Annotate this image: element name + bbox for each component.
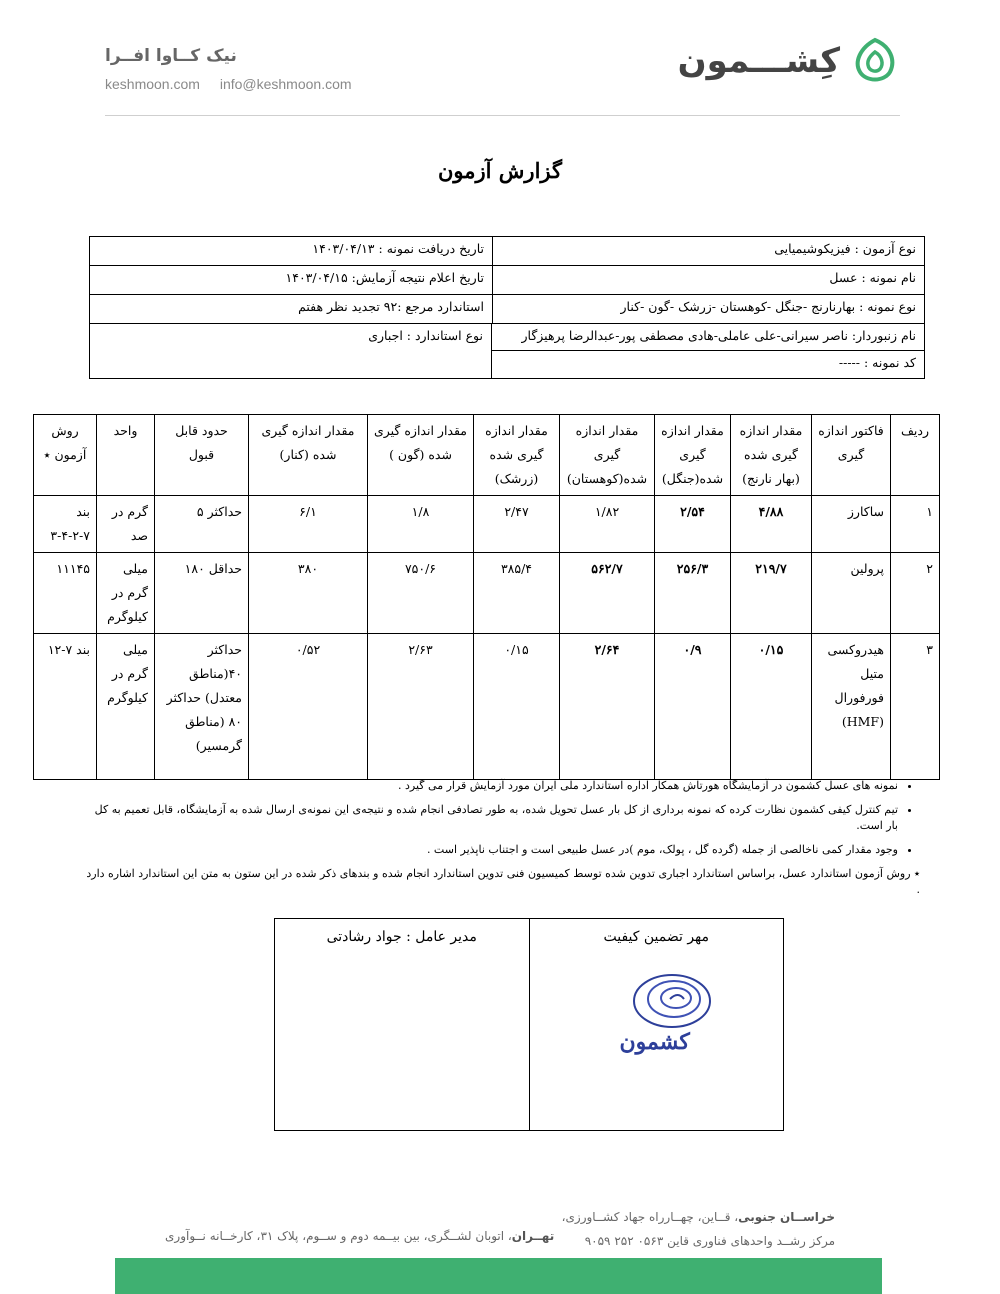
test-type: نوع آزمون : فیزیکوشیمیایی xyxy=(492,237,924,265)
value-cell: ۴/۸۸ xyxy=(731,496,812,553)
value-cell: ۰/۵۲ xyxy=(249,634,368,780)
acceptable-limit: حداکثر ۵ xyxy=(155,496,249,553)
footer-bar xyxy=(115,1258,882,1294)
value-cell: ۲/۶۴ xyxy=(560,634,655,780)
sample-code: کد نمونه : ----- xyxy=(838,355,916,370)
email-link[interactable]: info@keshmoon.com xyxy=(219,76,352,92)
factor: هیدروکسی متیل فورفورال (HMF) xyxy=(812,634,891,780)
table-row xyxy=(34,553,940,634)
contact-info xyxy=(105,76,352,92)
table-header-row xyxy=(34,415,940,496)
address2-rest: ، اتوبان لشــگری، بین بیــمه دوم و ســوم، پلاک ۳۱، کارخــانه نــوآوری xyxy=(165,1229,512,1243)
phone-number[interactable]: ۰۵۶۳ ۲۵۲ ۹۰۵۹ xyxy=(584,1234,664,1248)
col-header: روش آزمون ٭ xyxy=(34,415,97,496)
acceptable-limit: حداقل ۱۸۰ xyxy=(155,553,249,634)
row-index: ۳ xyxy=(891,634,940,780)
value-cell: ۶/۱ xyxy=(249,496,368,553)
stamp-mark xyxy=(600,969,720,1053)
acceptable-limit: حداکثر ۴۰(مناطق معتدل) حداکثر ۸۰ (مناطق گرمسیر) xyxy=(155,634,249,780)
beekeepers: نام زنبوردار: ناصر سیرانی-علی عاملی-هادی مصطفی پور-عبدالرضا پرهیزگار xyxy=(492,324,924,351)
quality-stamp-cell xyxy=(530,919,784,1130)
row-index: ۱ xyxy=(891,496,940,553)
value-cell: ۱/۸۲ xyxy=(560,496,655,553)
website-link[interactable]: keshmoon.com xyxy=(105,76,200,92)
address1-city: خراســان جنوبی xyxy=(738,1210,835,1224)
note-item: • وجود مقدار کمی ناخالصی از جمله (گرده گل ، پولک، موم )در عسل طبیعی است و اجتناب ناپذیر است . xyxy=(80,842,898,858)
result-date: تاریخ اعلام نتیجه آزمایش: ۱۴۰۳/۰۴/۱۵ xyxy=(285,270,484,285)
info-row xyxy=(90,324,924,378)
test-method: بند ۷-۱۲ xyxy=(34,634,97,780)
company-name: نیک کــاوا افــرا xyxy=(105,46,237,66)
value-cell: ۲۱۹/۷ xyxy=(731,553,812,634)
stamp-text: کشمون xyxy=(619,1029,690,1055)
col-header: ردیف xyxy=(891,415,940,496)
brand-icon xyxy=(850,36,900,86)
sample-kind: نوع نمونه : بهارنارنج -جنگل -کوهستان -زرشک -گون -کنار xyxy=(492,295,924,323)
info-row xyxy=(90,266,924,295)
col-header: مقدار اندازه گیری شده (زرشک) xyxy=(474,415,560,496)
value-cell: ۰/۹ xyxy=(655,634,731,780)
value-cell: ۱/۸ xyxy=(368,496,474,553)
value-cell: ۳۸۰ xyxy=(249,553,368,634)
manager-label: مدیر عامل : جواد رشادتی xyxy=(326,929,477,945)
header-divider xyxy=(105,115,900,116)
table-row xyxy=(34,634,940,780)
manager-cell xyxy=(275,919,530,1130)
value-cell: ۰/۱۵ xyxy=(731,634,812,780)
col-header: واحد xyxy=(97,415,155,496)
value-cell: ۳۸۵/۴ xyxy=(474,553,560,634)
info-row xyxy=(90,295,924,324)
value-cell: ۲/۶۳ xyxy=(368,634,474,780)
quality-stamp-label: مهر تضمین کیفیت xyxy=(603,929,710,945)
factor: پرولین xyxy=(812,553,891,634)
reference-standard: استاندارد مرجع :۹۲ تجدید نظر هفتم xyxy=(298,299,484,314)
note-item: • نمونه های عسل کشمون در آزمایشگاه هورتاش همکار اداره استاندارد ملی ایران مورد آزمایش قرار می گیرد . xyxy=(80,778,898,794)
signature-box xyxy=(274,918,784,1131)
col-header: مقدار اندازه گیری شده (بهار نارنج) xyxy=(731,415,812,496)
value-cell: ۰/۱۵ xyxy=(474,634,560,780)
results-table xyxy=(33,414,940,780)
brand-logo xyxy=(678,36,900,86)
address-south-khorasan xyxy=(562,1205,835,1253)
address1-rest: ، قــاین، چهــارراه جهاد کشــاورزی، xyxy=(561,1210,739,1224)
unit: میلی گرم در کیلوگرم xyxy=(97,634,155,780)
standard-type: نوع استاندارد : اجباری xyxy=(368,328,483,343)
col-header: مقدار اندازه گیری شده(جنگل) xyxy=(655,415,731,496)
report-title: گزارش آزمون xyxy=(437,158,562,183)
notes-section xyxy=(80,778,920,898)
col-header: مقدار اندازه گیری شده(کوهستان) xyxy=(560,415,655,496)
info-row xyxy=(90,237,924,266)
col-header: مقدار اندازه گیری شده (کنار) xyxy=(249,415,368,496)
col-header: مقدار اندازه گیری شده (گون ) xyxy=(368,415,474,496)
note-item: • تیم کنترل کیفی کشمون نظارت کرده که نمونه برداری از کل بار عسل تحویل شده، به طور تصادفی انجام شده و نتیجه‌ی این نمونه‌ی ارسال شده به آزمایشگاه، قابل تعمیم به کل بار است. xyxy=(80,802,898,834)
value-cell: ۲۵۶/۳ xyxy=(655,553,731,634)
test-method: بند ۷-۲-۴-۳ xyxy=(34,496,97,553)
col-header: حدود قابل قبول xyxy=(155,415,249,496)
value-cell: ۷۵۰/۶ xyxy=(368,553,474,634)
brand-name: کِشـــمون xyxy=(677,41,840,81)
test-method: ۱۱۱۴۵ xyxy=(34,553,97,634)
unit: میلی گرم در کیلوگرم xyxy=(97,553,155,634)
sample-name: نام نمونه : عسل xyxy=(492,266,924,294)
value-cell: ۵۶۲/۷ xyxy=(560,553,655,634)
factor: ساکارز xyxy=(812,496,891,553)
table-row xyxy=(34,496,940,553)
footnote: ٭ روش آزمون استاندارد عسل، براساس استاندارد اجباری تدوین شده توسط کمیسیون فنی تدوین استاندارد انجام شده و بندهای ذکر شده در این ستون به متن این استاندارد اشاره دارد . xyxy=(86,867,920,896)
value-cell: ۲/۴۷ xyxy=(474,496,560,553)
address1-line2: مرکز رشــد واحدهای فناوری قاین xyxy=(667,1234,835,1248)
address-tehran xyxy=(165,1229,554,1243)
receive-date: تاریخ دریافت نمونه : ۱۴۰۳/۰۴/۱۳ xyxy=(312,241,484,256)
value-cell: ۲/۵۴ xyxy=(655,496,731,553)
info-table xyxy=(89,236,925,379)
unit: گرم در صد xyxy=(97,496,155,553)
col-header: فاکتور اندازه گیری xyxy=(812,415,891,496)
address2-city: تهــران xyxy=(511,1229,555,1243)
row-index: ۲ xyxy=(891,553,940,634)
